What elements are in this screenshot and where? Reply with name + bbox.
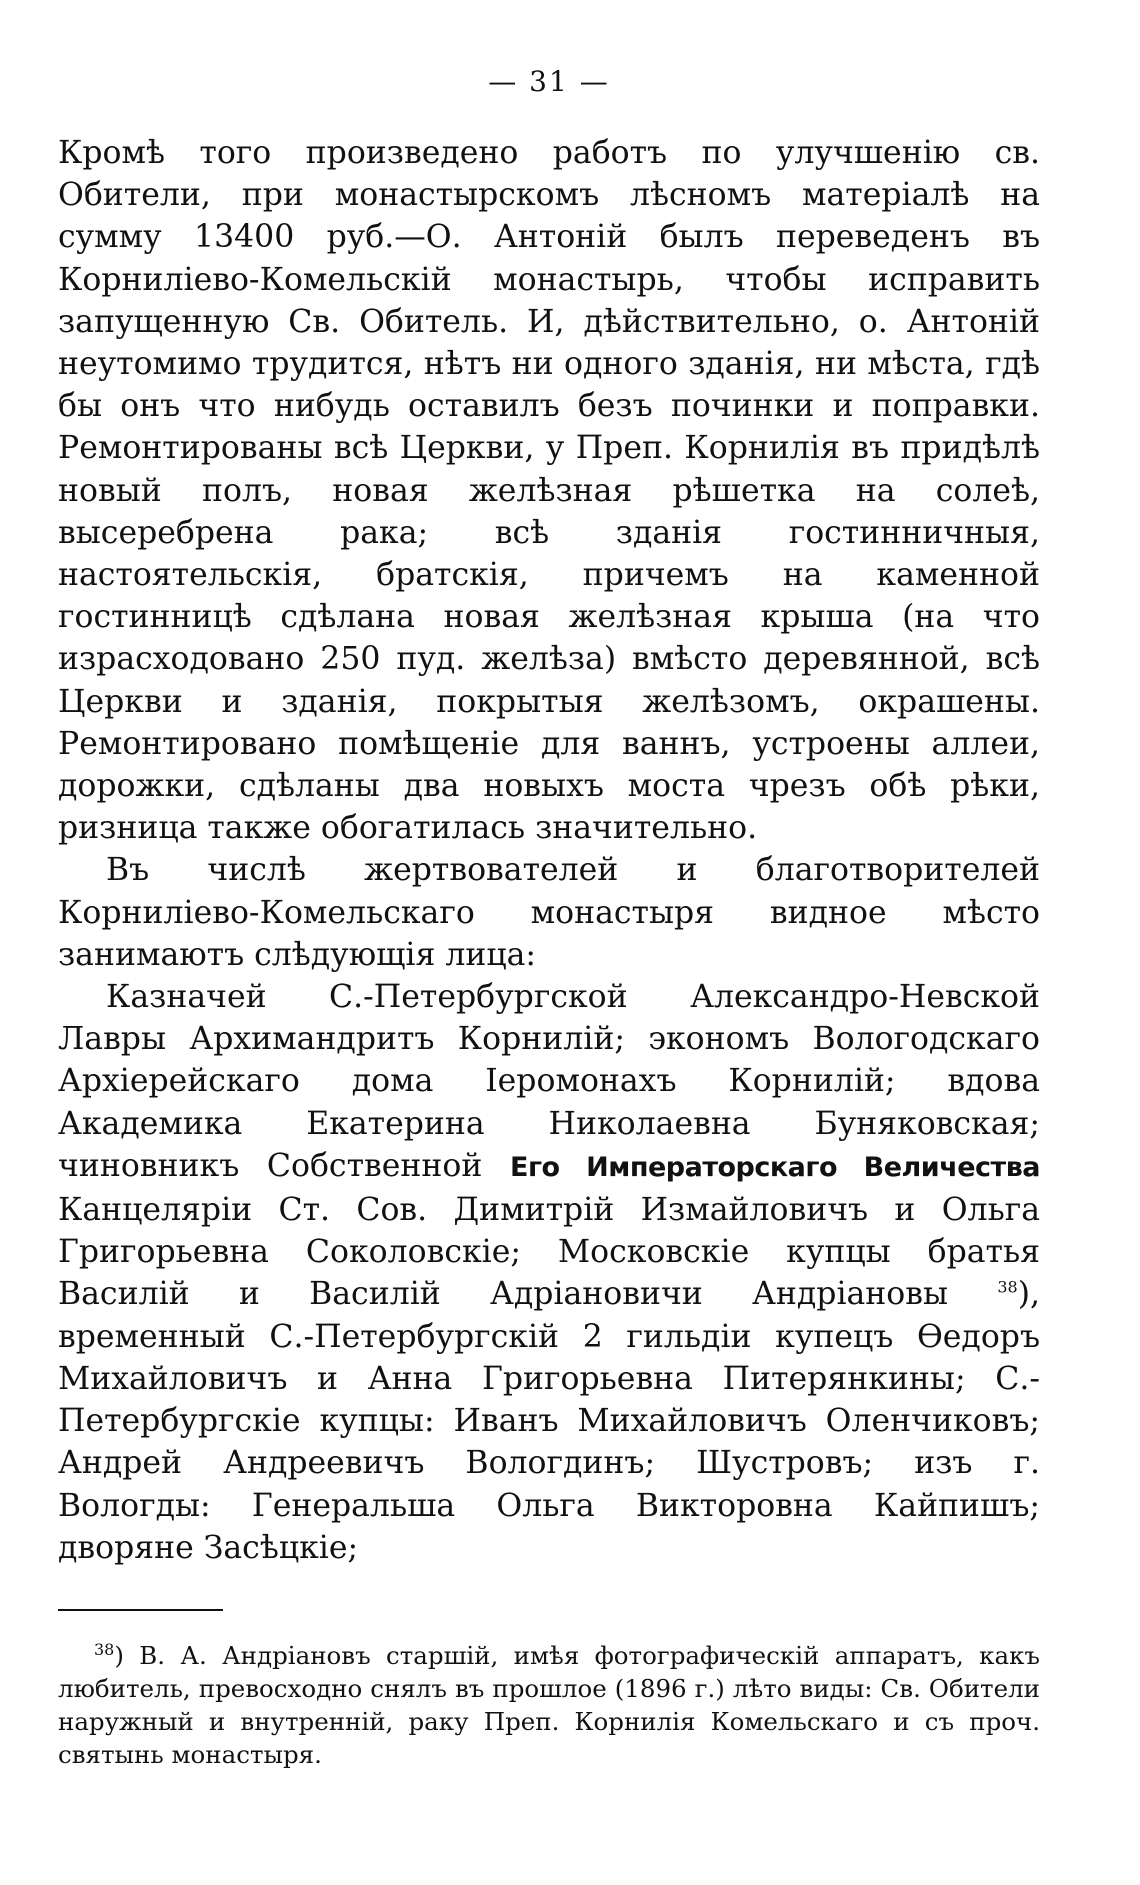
paragraph-donors-intro: Въ числѣ жертвователей и благотворителей Корниліево-Комельскаго монастыря видное мѣсто занимаютъ слѣдующія лица: xyxy=(58,852,1040,973)
paragraph-donors-list xyxy=(58,976,1040,1569)
footnote-reference: 38 xyxy=(997,1277,1018,1297)
page-number: — 31 — xyxy=(488,65,610,98)
footnote-divider xyxy=(58,1609,223,1611)
body-text xyxy=(58,132,1040,1569)
donors-text-part2: Канцеляріи Ст. Сов. Димитрій Измайловичъ и Ольга Григорьевна Соколовскіе; Московскіе купцы братья Василій и Василій Адріановичи Андріановы xyxy=(58,1192,1040,1313)
imperial-title-emphasis: Его Императорскаго Величества xyxy=(510,1151,1041,1183)
document-page xyxy=(58,62,1040,1771)
paragraph-renovations: Кромѣ того произведено работъ по улучшенію св. Обители, при монастырскомъ лѣсномъ матеріалѣ на сумму 13400 руб.—О. Антоній былъ переведенъ въ Корниліево-Комельскій монастырь, чтобы исправить запущенную Св. Обитель. И, дѣйствительно, о. Антоній неутомимо трудится, нѣтъ ни одного зданія, ни мѣста, гдѣ бы онъ что нибудь оставилъ безъ починки и поправки. Ремонтированы всѣ Церкви, у Преп. Корнилія въ придѣлѣ новый полъ, новая желѣзная рѣшетка на солеѣ, высеребрена рака; всѣ зданія гостинничныя, настоятельскія, братскія, причемъ на каменной гостинницѣ сдѣлана новая желѣзная крыша (на что израсходовано 250 пуд. желѣза) вмѣсто деревянной, всѣ Церкви и зданія, покрытыя желѣзомъ, окрашены. Ремонтировано помѣщеніе для ваннъ, устроены аллеи, дорожки, сдѣланы два новыхъ моста чрезъ обѣ рѣки, ризница также обогатилась значительно. xyxy=(58,135,1040,847)
donors-text-part3: ), временный С.-Петербургскій 2 гильдіи купецъ Ѳедоръ Михайловичъ и Анна Григорьевна Питерянкины; С.-Петербургскіе купцы: Иванъ Михайловичъ Оленчиковъ; Андрей Андреевичъ Вологдинъ; Шустровъ; изъ г. Вологды: Генеральша Ольга Викторовна Кайпишъ; дворяне Засѣцкіе; xyxy=(58,1276,1040,1566)
footnote-marker: 38 xyxy=(94,1639,115,1659)
donors-text-part1: Казначей С.-Петербургской Александро-Невской Лавры Архимандритъ Корнилій; экономъ Вологодскаго Архіерейскаго дома Іеромонахъ Корнилій; вдова Академика Екатерина Николаевна Буняковская; чиновникъ Собственной xyxy=(58,979,1040,1184)
footnote-text: ) В. А. Андріановъ старшій, имѣя фотографическій аппаратъ, какъ любитель, превосходно снялъ въ прошлое (1896 г.) лѣто виды: Св. Обители наружный и внутренній, раку Преп. Корнилія Комельскаго и съ проч. святынь монастыря. xyxy=(58,1640,1040,1769)
footnote xyxy=(58,1639,1040,1771)
